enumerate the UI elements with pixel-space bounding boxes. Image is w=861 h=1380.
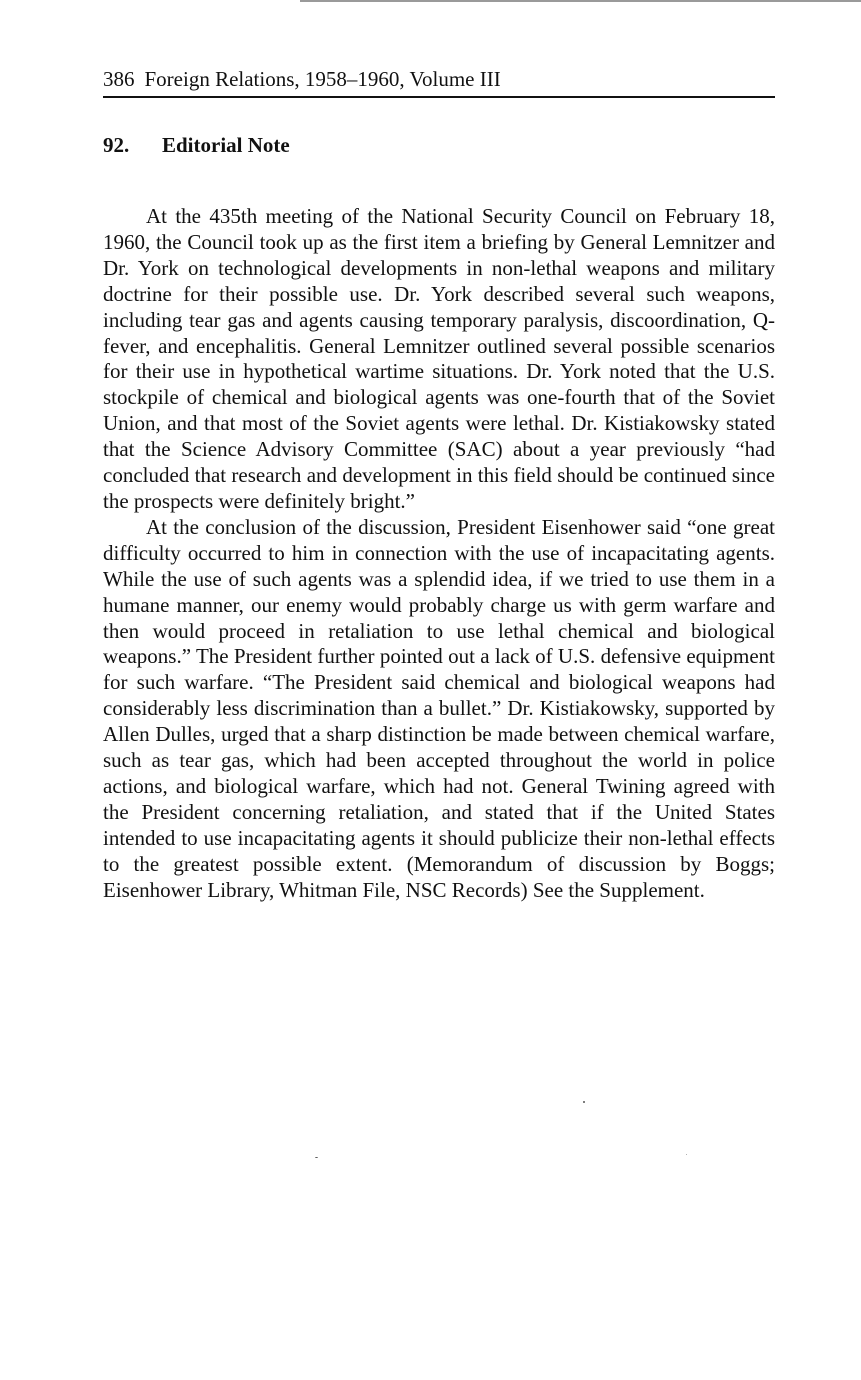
series-title: Foreign Relations, 1958–1960, Volume III bbox=[144, 67, 501, 91]
scan-edge-line bbox=[300, 0, 861, 2]
scan-speck bbox=[583, 1101, 585, 1103]
document-heading bbox=[103, 130, 775, 160]
scan-speck bbox=[315, 1157, 318, 1158]
document-number: 92. bbox=[103, 133, 130, 157]
body-paragraph: At the conclusion of the discussion, President Eisenhower said “one great difficulty occurred to him in connection with the use of incapacitating agents. While the use of such agents was a splendid idea, if we tried to use them in a humane manner, our enemy would probably charge us with germ warfare and then would proceed in retaliation to use lethal chemical and biological weapons.” The President further pointed out a lack of U.S. defensive equipment for such warfare. “The President said chemical and biological weapons had considerably less discrimination than a bullet.” Dr. Kistiakowsky, supported by Allen Dulles, urged that a sharp distinction be made between chemical warfare, such as tear gas, which had been accepted throughout the world in police actions, and biological warfare, which had not. General Twining agreed with the President concerning retaliation, and stated that if the United States intended to use incapacitating agents it should publicize their non-lethal effects to the greatest possible extent. (Memorandum of discussion by Boggs; Eisenhower Library, Whitman File, NSC Records) See the Supplement. bbox=[103, 514, 775, 902]
page-number: 386 bbox=[103, 67, 135, 91]
editorial-note-body bbox=[103, 204, 775, 903]
document-title: Editorial Note bbox=[162, 133, 290, 157]
scan-speck bbox=[686, 1154, 687, 1155]
running-head bbox=[103, 64, 775, 98]
body-paragraph: At the 435th meeting of the National Security Council on February 18, 1960, the Council took up as the first item a briefing by General Lemnitzer and Dr. York on technological developments in non-lethal weapons and military doctrine for their possible use. Dr. York described several such weapons, including tear gas and agents causing temporary paralysis, discoordination, Q-fever, and encephalitis. General Lemnitzer outlined several possible scenarios for their use in hypothetical wartime situations. Dr. York noted that the U.S. stockpile of chemical and biological agents was one-fourth that of the Soviet Union, and that most of the Soviet agents were lethal. Dr. Kistiakowsky stated that the Science Advisory Committee (SAC) about a year previously “had concluded that research and development in this field should be continued since the prospects were definitely bright.” bbox=[103, 204, 775, 513]
